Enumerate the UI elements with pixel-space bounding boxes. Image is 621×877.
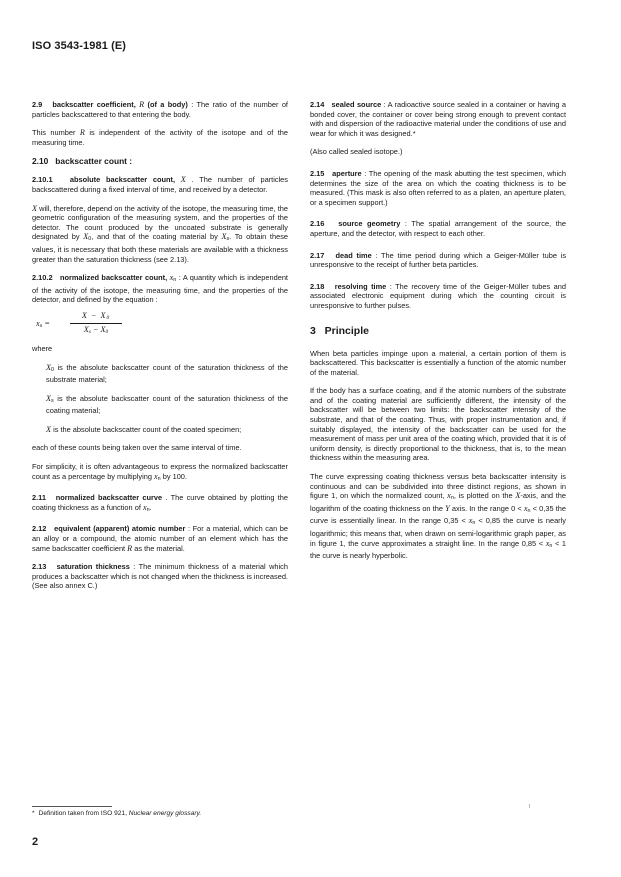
clause-2-9: 2.9 backscatter coefficient, R (of a body) : The ratio of the number of particles backscattered to that entering the body. — [32, 100, 288, 119]
clause-2-12: 2.12 equivalent (apparent) atomic number : For a material, which can be an alloy or a compound, the atomic number of an element which has the same backscatter coefficient R as the material. — [32, 524, 288, 553]
scan-mark — [529, 804, 530, 808]
document-header: ISO 3543-1981 (E) — [32, 40, 127, 52]
equation-fraction-bar — [70, 323, 122, 324]
where-item-x0: X0 is the absolute backscatter count of the saturation thickness of the substrate material; — [46, 362, 288, 385]
principle-para-3: The curve expressing coating thickness versus beta backscatter intensity is continuous and can be subdivided into three distinct regions, as shown in figure 1, on which the normalized count, xn, is plotted on the X-axis, and the logarithm of the coating thickness on the Y axis. In the range 0 < xn < 0,35 the curve is essentially linear. In the range 0,35 < xn < 0,85 the curve is nearly logarithmic; this means that, when drawn on semi-logarithmic graph paper, as in figure 1, the curve approximates a straight line. In the range 0,85 < xn < 1 the curve is nearly hyperbolic. — [310, 472, 567, 561]
right-column — [310, 100, 566, 570]
clause-2-10-1-note: X will, therefore, depend on the activity of the isotope, the measuring time, the geometric configuration of the measuring system, and the properties of the detector. The count produced by the uncoated substrate is generally designated by X0, and that of the coating material by Xs. To obtain these values, it is necessary that both these materials are available with a thickness greater than the saturation thickness (see 2.13). — [32, 203, 289, 264]
equation-lhs: xn = — [36, 318, 50, 329]
clause-2-15: 2.15 aperture : The opening of the mask abutting the test specimen, which determines the size of the area on which the coating thickness is to be measured. (This mask is also often referred to as a platen, an aperture platen, or a specimen support.) — [310, 168, 566, 207]
principle-para-1: When beta particles impinge upon a material, a certain portion of them is backscattered. This backscatter is essentially a function of the atomic number of the material. — [310, 348, 566, 377]
clause-2-9-note: This number R is independent of the activity of the isotope and of the measuring time. — [32, 128, 288, 147]
clause-2-10-heading: 2.10 backscatter count : — [32, 156, 133, 167]
clause-2-16: 2.16 source geometry : The spatial arrangement of the source, the aperture, and the detector, with respect to each other. — [310, 219, 566, 238]
clause-2-10-2: 2.10.2 normalized backscatter count, xn : A quantity which is independent of the activity of the isotope, the measuring time, and the properties of the detector, and defined by the equation : — [32, 273, 288, 305]
where-item-xs: Xs is the absolute backscatter count of the saturation thickness of the coating material; — [46, 393, 288, 416]
normalized-count-equation — [32, 310, 288, 336]
page-number: 2 — [32, 836, 39, 848]
clause-2-18: 2.18 resolving time : The recovery time of the Geiger-Müller tubes and associated electronic equipment during which the counting circuit is unresponsive to further pulses. — [310, 281, 566, 310]
clause-2-11: 2.11 normalized backscatter curve . The curve obtained by plotting the coating thickness as a function of xn. — [32, 493, 288, 513]
simplicity-text: For simplicity, it is often advantageous to express the normalized backscatter count as a percentage by multiplying xn by 100. — [32, 462, 288, 482]
where-label: where — [32, 343, 53, 353]
footnote: * Definition taken from ISO 921, Nuclear energy glossary. — [32, 810, 202, 817]
principle-para-2: If the body has a surface coating, and if the atomic numbers of the substrate and of the coating material are sufficiently different, the intensity of the backscatter will be between two limits: the backscatter intensity of the substrate, and that of the coating. Thus, with proper instrumentation and, if suitably displayed, the intensity of the backscatter can be used for the measurement of mass per unit area of the coating which, provided that it is of uniform density, is directly proportional to the thickness, that is, to the mean thickness within the measuring area. — [310, 386, 566, 463]
clause-2-14: 2.14 sealed source : A radioactive source sealed in a container or having a bonded cover, the container or cover being strong enough to prevent contact with and dispersion of the radioactive material under the conditions of use and wear for which it was designed.* — [310, 100, 566, 138]
left-column — [32, 100, 288, 600]
section-3-heading: 3 Principle — [310, 324, 369, 337]
where-item-x: X is the absolute backscatter count of the coated specimen; — [46, 424, 242, 434]
each-counts-text: each of these counts being taken over the same interval of time. — [32, 443, 242, 453]
footnote-rule — [32, 806, 112, 807]
clause-2-10-1: 2.10.1 absolute backscatter count, X . The number of particles backscattered during a fixed interval of time, and received by a detector. — [32, 175, 288, 194]
equation-numerator: X − X0 — [81, 310, 111, 321]
clause-2-17: 2.17 dead time : The time period during which a Geiger-Müller tube is unresponsive to the receipt of further beta particles. — [310, 250, 567, 270]
equation-denominator: Xs − X0 — [83, 324, 109, 335]
clause-2-13: 2.13 saturation thickness : The minimum thickness of a material which produces a backscatter which is not changed when the thickness is increased. (See also annex C.) — [32, 562, 288, 591]
clause-2-14-also: (Also called sealed isotope.) — [310, 147, 403, 157]
